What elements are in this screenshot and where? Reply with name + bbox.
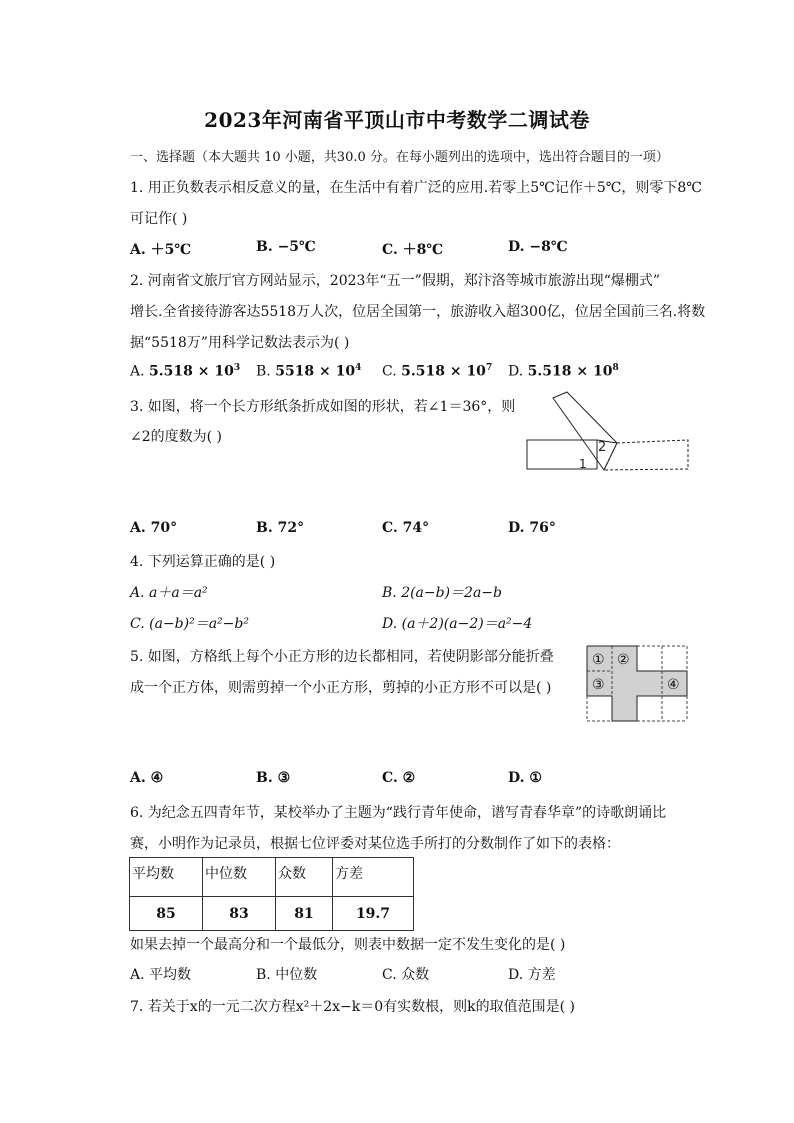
q6-stats-table: [129, 857, 414, 931]
q3-folded-strip-figure: [520, 388, 695, 478]
q1-stem-line1: 1. 用正负数表示相反意义的量，在生活中有着广泛的应用.若零上5℃记作＋5℃，则零下8℃: [130, 180, 702, 196]
section-heading: 一、选择题（本大题共 10 小题，共30.0 分。在每小题列出的选项中，选出符合题目的一项）: [130, 150, 669, 165]
table-header-median: 中位数: [203, 858, 276, 897]
q5-option-c[interactable]: C. ②: [382, 770, 416, 786]
q3-option-b[interactable]: B. 72°: [256, 520, 305, 536]
q1-option-d[interactable]: D. −8℃: [508, 239, 568, 255]
q6-stem-line3: 如果去掉一个最高分和一个最低分，则表中数据一定不发生变化的是( ): [130, 937, 566, 953]
q1-option-c[interactable]: C. ＋8℃: [382, 242, 444, 258]
q5-square-1-label: ①: [592, 652, 605, 668]
page-title: 2023年河南省平顶山市中考数学二调试卷: [204, 108, 590, 132]
q5-square-4-label: ④: [667, 677, 680, 693]
q3-angle-1-label: 1: [579, 457, 587, 471]
q6-stem-line2: 赛，小明作为记录员，根据七位评委对某位选手所打的分数制作了如下的表格：: [130, 836, 620, 852]
table-value-mode: 81: [276, 897, 333, 931]
q2-stem-line1: 2. 河南省文旅厅官方网站显示，2023年“五一”假期，郑汴洛等城市旅游出现“爆棚式”: [130, 273, 661, 289]
q6-option-a[interactable]: A. 平均数: [130, 967, 192, 983]
q1-option-a[interactable]: A. ＋5℃: [130, 242, 192, 258]
q1-stem-line2: 可记作( ): [130, 211, 188, 227]
q5-square-3-label: ③: [592, 677, 605, 693]
q2-stem-line2: 增长.全省接待游客达5518万人次，位居全国第一，旅游收入超300亿，位居全国前三名.将数: [130, 304, 706, 320]
q3-stem-line1: 3. 如图，将一个长方形纸条折成如图的形状，若∠1＝36°，则: [130, 399, 516, 415]
q2-option-b[interactable]: B. $5518 \times 10^4$: [256, 363, 362, 380]
q5-square-2-label: ②: [617, 652, 630, 668]
q5-stem-line1: 5. 如图，方格纸上每个小正方形的边长都相同，若使阴影部分能折叠: [130, 649, 554, 665]
table-header-row: [130, 858, 414, 897]
table-value-mean: 85: [130, 897, 203, 931]
q2-option-a[interactable]: A. $5.518 \times 10^3$: [130, 363, 241, 380]
q5-grid-figure: [586, 645, 692, 725]
q4-option-d[interactable]: D. (a＋2)(a−2)＝a²−4: [382, 616, 533, 632]
q3-option-c[interactable]: C. 74°: [382, 520, 430, 536]
q5-stem-line2: 成一个正方体，则需剪掉一个小正方形，剪掉的小正方形不可以是( ): [130, 680, 552, 696]
q3-option-d[interactable]: D. 76°: [508, 520, 556, 536]
q4-option-b[interactable]: B. 2(a−b)＝2a−b: [382, 585, 503, 601]
q5-option-d[interactable]: D. ①: [508, 770, 542, 786]
q3-stem-line2: ∠2的度数为( ): [130, 429, 223, 445]
q3-option-a[interactable]: A. 70°: [130, 520, 178, 536]
table-value-variance: 19.7: [333, 897, 414, 931]
q6-stem-line1: 6. 为纪念五四青年节，某校举办了主题为“践行青年使命，谱写青春华章”的诗歌朗诵比: [130, 805, 667, 821]
q4-option-c[interactable]: C. (a−b)²＝a²−b²: [130, 616, 249, 632]
q7-stem-line1: 7. 若关于x的一元二次方程x²＋2x−k＝0有实数根，则k的取值范围是( ): [130, 999, 575, 1015]
q6-option-b[interactable]: B. 中位数: [256, 967, 318, 983]
q2-stem-line3: 据“5518万”用科学记数法表示为( ): [130, 335, 350, 351]
q6-option-d[interactable]: D. 方差: [508, 967, 556, 983]
q5-option-b[interactable]: B. ③: [256, 770, 291, 786]
q2-option-d[interactable]: D. $5.518 \times 10^8$: [508, 363, 619, 380]
table-value-row: [130, 897, 414, 931]
q1-option-b[interactable]: B. −5℃: [256, 239, 316, 255]
table-header-variance: 方差: [333, 858, 414, 897]
q4-option-a[interactable]: A. a＋a＝a²: [130, 585, 208, 601]
table-header-mode: 众数: [276, 858, 333, 897]
table-value-median: 83: [203, 897, 276, 931]
q3-angle-2-label: 2: [598, 440, 607, 455]
q2-option-c[interactable]: C. $5.518 \times 10^7$: [382, 363, 493, 380]
table-header-mean: 平均数: [130, 858, 203, 897]
q5-option-a[interactable]: A. ④: [130, 770, 164, 786]
q4-stem-line1: 4. 下列运算正确的是( ): [130, 554, 276, 570]
q6-option-c[interactable]: C. 众数: [382, 967, 430, 983]
